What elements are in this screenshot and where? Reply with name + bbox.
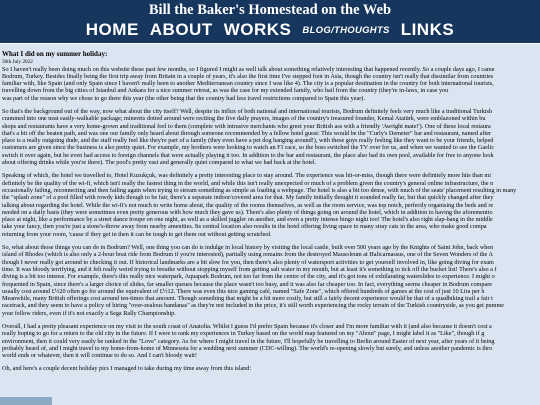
paragraph-line: that's a bit off the beaten path, and was one our family only heard about through someone recommended by a fellow hotel guest: This would be the "Curly's Demeter" bar and restaurant, named after [2,129,492,137]
paragraph-line: needed on a daily basis (they were sometimes even pretty generous with how much they gave us). There's also plenty of things going on around the hotel, which in addition to having the aforementio [2,208,493,216]
post-body [2,66,540,373]
paragraph-line: was part of the reason why we chose to go there this year (the other being that the country had less travel restrictions compared to Spain this year). [2,94,365,102]
paragraph-line: crammed into one neat easily-walkable package; minerets dotted around were reciting the five daily prayers, images of the country's treasured founder, Kemal Atatürk, were emblazoned within bu [2,115,486,123]
paragraph-line: switch it over again, but he even had access to foreign channels that were actually playing it too. In addition to the bar and restaurant, the place also had its own pool, available for free to anyone look [2,151,494,159]
post-paragraph [2,66,540,102]
nav-works[interactable]: WORKS [223,20,292,39]
paragraph-line: customers are given since the business is also pretty quiet. For example, my brothers were looking to watch an F1 race, so the boss switched the TV over for us, and when we wanted to see the Gaelic [2,144,495,152]
main-nav [0,19,540,41]
paragraph-line: your fellow riders, even if it's not exactly a Sega Rally Championship. [2,309,176,317]
nav-blog[interactable]: BLOG/THOUGHTS [302,24,390,36]
paragraph-line: place is a really outgoing dude, and the staff really feel like they're part of a family (they even have a pet dog hanging around!), with these guys really feeling like they want to be your friends, helped [2,137,494,145]
post-date: 30th July 2022 [2,58,33,65]
site-header [0,0,540,43]
paragraph-line: though I never really got around to checking it out. If historical landmarks are a bit slow for you, then there's also plenty of watersport activities to get yourself involved in, like going diving for exam [2,258,494,266]
paragraph-line: place at night, like a performance by a street dance troupe on one night, as well as a skilled juggler on another, and even a pretty intense bingo night too! The hotel's also right slap-bang in the middle [2,216,493,224]
paragraph-line: definitely be the quality of the wi-fi, which isn't really the fastest thing in the world, and while this isn't really unexpected or much of a problem given the country's general online infrastructure, the n [2,179,494,187]
post-paragraph [2,365,540,372]
paragraph-line: world ends or whatever, then it will continue to do so. And I can't bloody wait! [2,352,197,360]
paragraph-line: Meanwhile, many British offerings cost around ten-times that amount. Though something that might be a bit more costly, but still a fairly decent experience would be that of a quadbiking trail a fair t [2,295,493,303]
paragraph-line: Bodrum, Turkey. Besides finally being the first trip away from Britain in a couple of years, it's also the first time I've stepped foot in Asia, though the country isn't really that dissimilar from countries [2,72,494,80]
content-area [0,44,540,405]
paragraph-line: usually cost around £½20 often go for around the equivalent of £½12. There was even this nice gaming café, named "Safe Zone", which offered hundreds of games at the cost of just 10 Lira per h [2,287,485,295]
post-title: What I did on my summer holiday: [2,50,108,58]
site-title: Bill the Baker's Homestead on the Web [148,2,392,18]
paragraph-line: diving is a bit too intense. For example, there's this really nice waterpark, Aquapark Bodrum, not too far from the centre of the city, and it's got tons of exhilarating waterslides to experience. I might o [2,273,495,281]
paragraph-line: So, what about those things you can do in Bodrum? Well, one thing you can do is indulge in local history by visiting the local castle, built over 500 years ago by the Knights of Saint John, back when [2,244,494,252]
paragraph-line: shops and restaurants have a very home-grown and traditional feel to them (complete with intrusive merchants who greet your British ass with a friendly 'Awright mate!'). One of these local restaura [2,122,491,130]
paragraph-line: So that's the background out of the way, now what about the city itself? Well, despite its influx of both national and international tourists, Bodrum definitely feels very much like a traditional Turkish [2,107,493,115]
nav-home[interactable]: HOME [85,20,139,39]
paragraph-line: island of Rhodes (which is also only a 2-hour boat ride from Bodrum if you're interested), partially using remains from the destroyed Mausoleum at Halicarnassus, one of the Seven Wonders of the A [2,251,493,259]
paragraph-line: So I haven't really been doing much on this website these past few months, so I figured I might as well talk about something relatively interesting that happened recently. So a couple days ago, I came [2,65,495,73]
paragraph-line: the "splash zone" of a pool filled with rowdy kids though to be fair, there's a separate indoor/covered area for that. My family initially thought it sounded really far, but that quickly changed after they [2,194,494,202]
paragraph-line: time. It was bloody terrifying, and it felt really weird trying to breathe without stopping myself from getting salt water in my mouth, but at least it's something to tick off the bucket list! There's also a f [2,265,497,273]
post-paragraph [2,244,540,317]
paragraph-line: Speaking of which, the hotel we travelled to, Hotel Kuzukçuk, was definitely a pretty interesting place to stay around. The experience was hit-or-miss, though there were definitely more hits than mi [2,172,491,180]
paragraph-line: familiar with, like Spain (and only Spain since I haven't really been to another Mediterranean country since I was like 4). The city is a popular destination in the country for both international tourists, [2,80,494,88]
paragraph-line: Overall, I had a pretty pleasant experience on my visit to the south coast of Anatolia. Whilst I guess I'd prefer Spain because it's closer and I'm more familiar with it (and also because it doesn't cost a [2,323,492,330]
paragraph-line: occasionally failing, reconnecting and then failing again when trying to stream something as simple as loading a webpage. The hotel is also a bit too dense, with much of the seats' placement resulting in many [2,186,517,194]
blog-post [2,50,540,379]
paragraph-line: probably heard of, and I might travel to my home-from-home of Minnesota for a wedding next summer (CDC-willing). The world's re-opening slowly but surely, and unless another pandemic is thro [2,344,493,352]
paragraph-line: about offering drinks while you're there). The pool's pretty vast and generally quiet compared to what we had back at the hotel. [2,159,317,167]
paragraph-line: environment, then it could very easily be ranked in the "Love" category. As for where I might travel in the future, I'll hopefully be travelling to Berlin around Easter of next year, after years of it being [2,337,495,345]
paragraph-line: really hoping to go for a return to the old city in the future. If I were to rank my experiences in Turkey based on the world map featured on my "About" page, I might label it as "Like", though if g [2,330,485,338]
paragraph-line: take your fancy, then you're just a stone's-throw away from nearby amenities. Its central location also results in the hotel offering living space to many stray cats in the area, who make good compa [2,223,487,231]
paragraph-line: Oh, and here's a couple decent holiday pics I managed to take during my time away from this island: [2,365,252,373]
paragraph-line: returning from your room, 'cause if they get in then it can be tough to get them out without getting scratched. [2,230,272,238]
holiday-photo [0,397,52,405]
paragraph-line: racetrack, and they seem to have a policy of hiring "over-zealous bandanas" as they're not included in the price, it's still worth experiencing the rocky terrain of the Turkish countryside, as you get pumme [2,302,505,310]
post-paragraph [2,323,540,359]
nav-links[interactable]: LINKS [400,20,455,39]
post-paragraph [2,108,540,166]
post-paragraph [2,172,540,238]
nav-about[interactable]: ABOUT [149,20,213,39]
paragraph-line: frequented in Spain, since there's a larger choice of slides, far smaller queues because the place wasn't too busy, and it was also far cheaper too. In fact, everything seems cheaper in Bodrum compare [2,280,492,288]
paragraph-line: talking about regarding the hotel. While the wi-fi's not much to write home about, the quality of the rooms themselves, as well as the room service, was top notch, perfectly organising the beds and re [2,201,494,209]
paragraph-line: travelling down from the big cities of Istanbul and Ankara for a nice summer retreat, as was the case for my extended family, who hail from the country (they're in-laws, in case you [2,87,449,95]
